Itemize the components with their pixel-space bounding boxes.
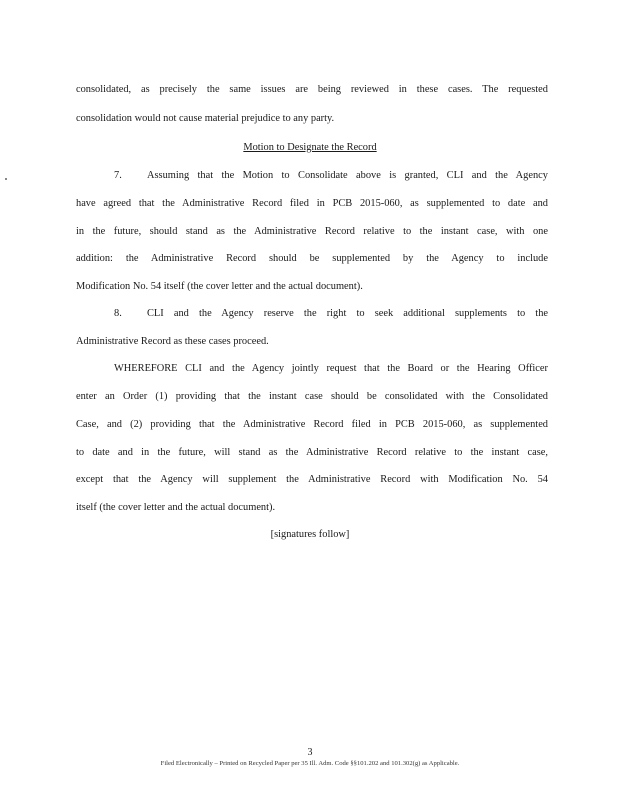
filing-footer: Filed Electronically – Printed on Recycled Paper per 35 Ill. Adm. Code §§101.202 and 101.302(g) as Applicable. <box>160 760 460 767</box>
body-line: Case, and (2) providing that the Administrative Record filed in PCB 2015-060, as supplemented <box>76 419 548 430</box>
section-heading-text: Motion to Designate the Record <box>243 142 377 153</box>
body-line: consolidation would not cause material prejudice to any party. <box>76 113 335 124</box>
body-line: in the future, should stand as the Administrative Record relative to the instant case, with one <box>76 226 548 237</box>
paragraph-number: 8. <box>114 308 122 319</box>
paragraph-number: 7. <box>114 170 122 181</box>
body-line: have agreed that the Administrative Record filed in PCB 2015-060, as supplemented to date and <box>76 198 548 209</box>
signatures-note: [signatures follow] <box>270 529 350 540</box>
body-line: itself (the cover letter and the actual document). <box>76 502 276 513</box>
body-line: Assuming that the Motion to Consolidate above is granted, CLI and the Agency <box>147 170 548 181</box>
body-line: WHEREFORE CLI and the Agency jointly request that the Board or the Hearing Officer <box>114 363 548 374</box>
body-line: consolidated, as precisely the same issues are being reviewed in these cases. The requested <box>76 84 548 95</box>
body-line: addition: the Administrative Record should be supplemented by the Agency to include <box>76 253 548 264</box>
body-line: Modification No. 54 itself (the cover letter and the actual document). <box>76 281 363 292</box>
body-line: except that the Agency will supplement the Administrative Record with Modification No. 54 <box>76 474 548 485</box>
page-number: 3 <box>307 747 313 758</box>
body-line: to date and in the future, will stand as the Administrative Record relative to the instant case, <box>76 447 548 458</box>
body-line: CLI and the Agency reserve the right to seek additional supplements to the <box>147 308 548 319</box>
body-line: Administrative Record as these cases proceed. <box>76 336 269 347</box>
scan-speck <box>5 178 7 180</box>
body-line: enter an Order (1) providing that the instant case should be consolidated with the Consolidated <box>76 391 548 402</box>
section-heading <box>0 141 620 155</box>
